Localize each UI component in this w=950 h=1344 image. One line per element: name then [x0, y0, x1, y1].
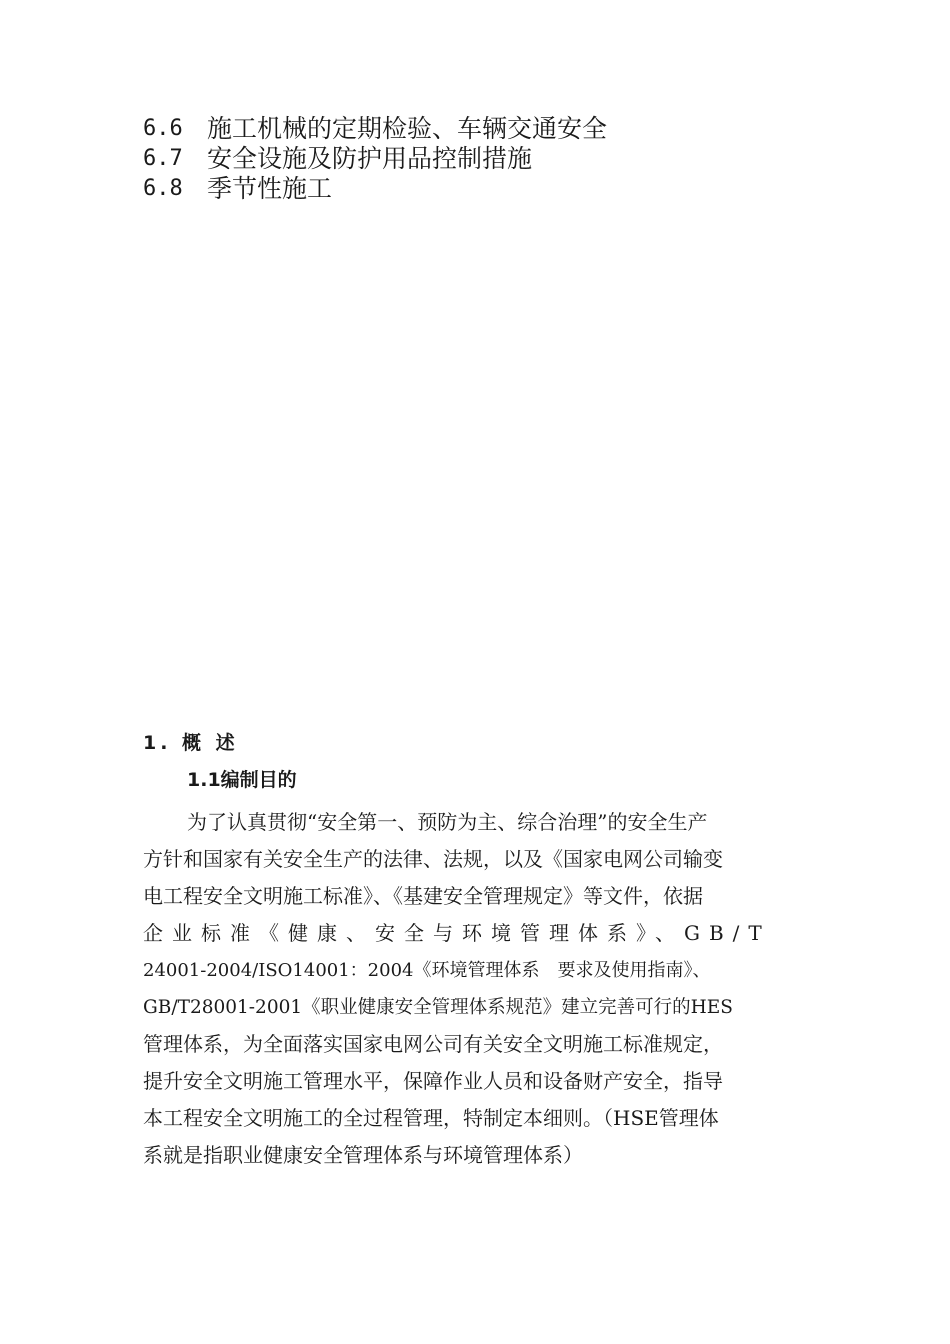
paragraph-line: 方针和国家有关安全生产的法律、法规，以及《国家电网公司输变: [143, 847, 723, 871]
paragraph-line: GB/T28001-2001《职业健康安全管理体系规范》建立完善可行的HES: [143, 997, 733, 1018]
toc-item: [143, 114, 863, 144]
paragraph-line: 企业标准《健康、安全与环境管理体系》、GB/T: [143, 921, 771, 945]
toc-item-title: 施工机械的定期检验、车辆交通安全: [207, 114, 608, 143]
toc-item: [143, 174, 863, 204]
body-paragraph: [143, 804, 823, 1174]
section-overview: [143, 726, 823, 1174]
toc-item-title: 季节性施工: [207, 174, 333, 203]
paragraph-line: 管理体系，为全面落实国家电网公司有关安全文明施工标准规定，: [143, 1032, 723, 1056]
toc-item: [143, 144, 863, 174]
paragraph-line: 本工程安全文明施工的全过程管理，特制定本细则。（HSE管理体: [143, 1106, 719, 1130]
toc-item-number: 6.8: [143, 176, 183, 201]
paragraph-line: 为了认真贯彻“安全第一、预防为主、综合治理”的安全生产: [187, 810, 708, 834]
table-of-contents: [143, 114, 863, 204]
toc-item-number: 6.6: [143, 116, 183, 141]
paragraph-line: 提升安全文明施工管理水平，保障作业人员和设备财产安全，指导: [143, 1069, 723, 1093]
paragraph-line: 电工程安全文明施工标准》、《基建安全管理规定》等文件，依据: [143, 884, 703, 908]
subsection-heading: 1.1编制目的: [187, 769, 297, 791]
toc-item-number: 6.7: [143, 146, 183, 171]
toc-item-title: 安全设施及防护用品控制措施: [207, 144, 533, 173]
paragraph-line: 24001-2004/ISO14001：2004《环境管理体系 要求及使用指南》、: [143, 960, 711, 981]
section-heading: 1. 概 述: [143, 732, 239, 754]
paragraph-line: 系就是指职业健康安全管理体系与环境管理体系）: [143, 1143, 583, 1167]
